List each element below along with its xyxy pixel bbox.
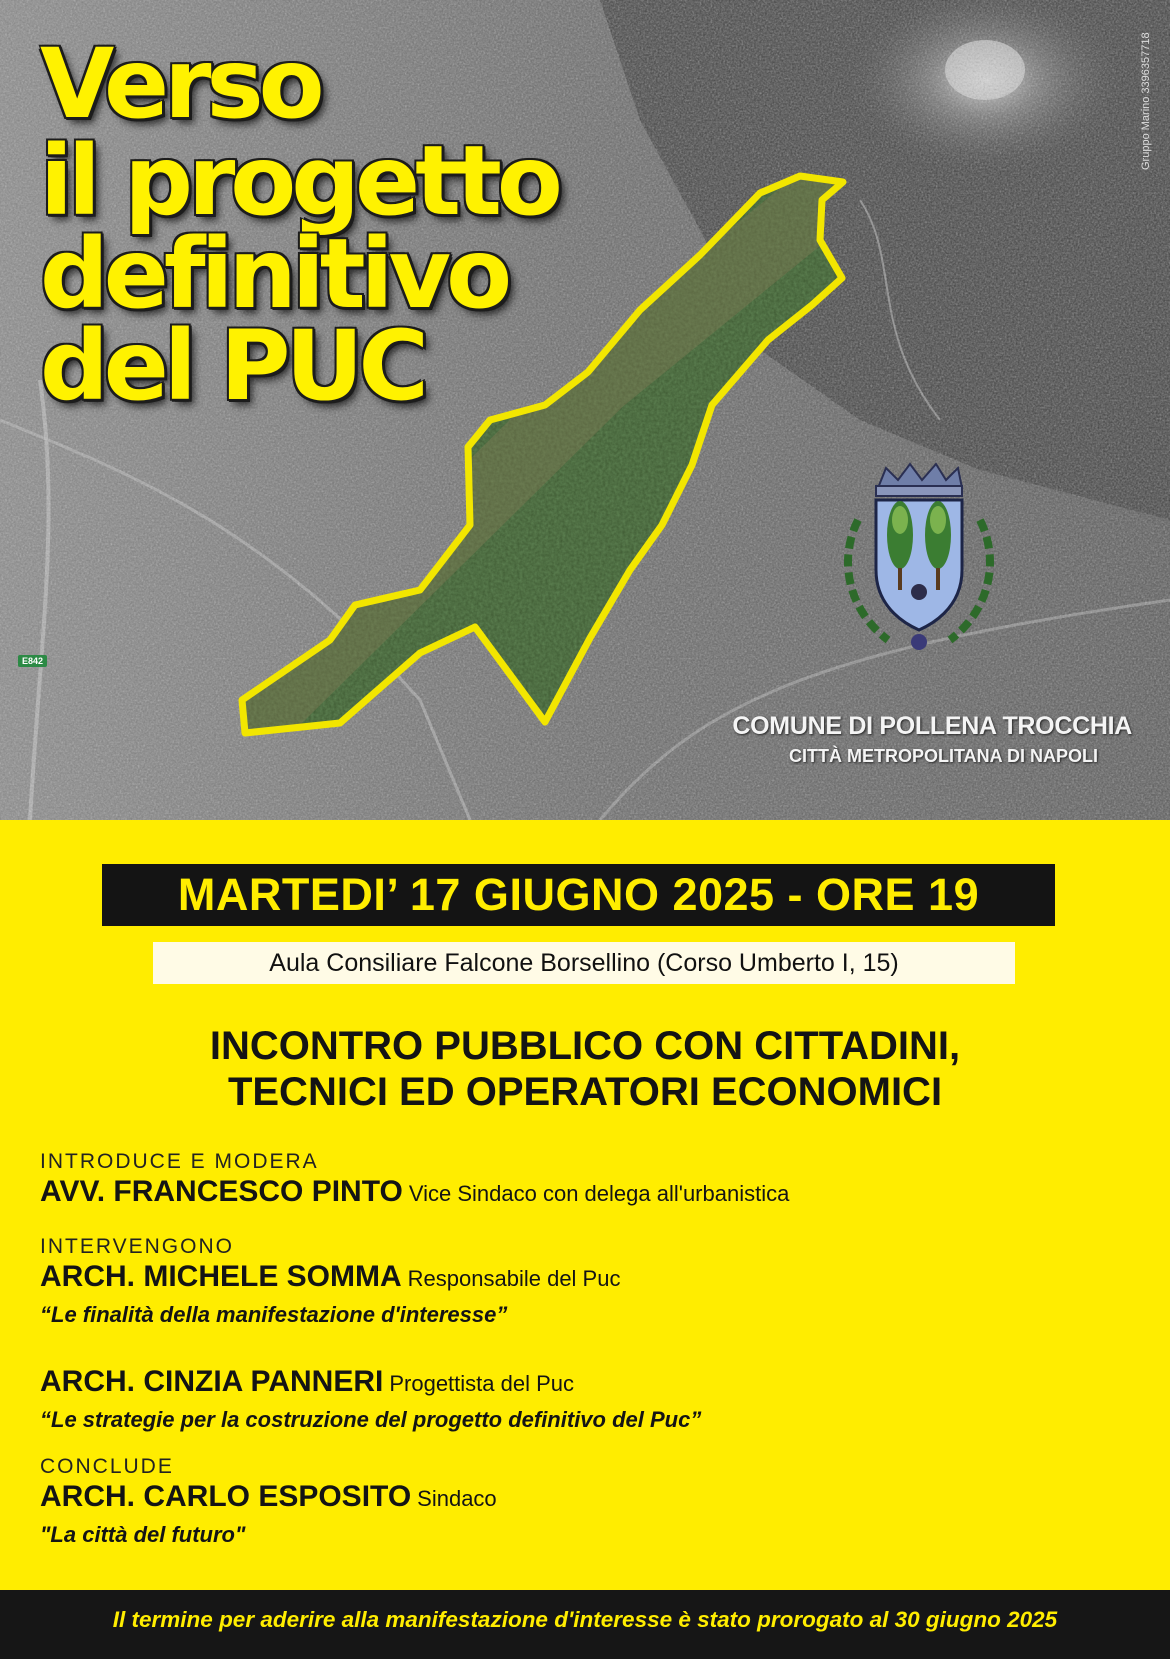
headline-line-1: Verso: [40, 28, 320, 140]
headline-line-2: il progetto: [40, 125, 558, 237]
event-info-panel: [0, 820, 1170, 1659]
deadline-footer: Il termine per aderire alla manifestazione d'interesse è stato prorogato al 30 giugno 2025: [0, 1590, 1170, 1659]
closer-talk: "La città del futuro": [40, 1522, 246, 1547]
comune-name: COMUNE DI POLLENA TROCCHIA: [732, 712, 1132, 740]
speaker1-role: Responsabile del Puc: [407, 1266, 621, 1291]
intervengono-label: INTERVENGONO: [40, 1235, 234, 1258]
speaker2-row: [40, 1365, 574, 1399]
event-title-line-2: TECNICI ED OPERATORI ECONOMICI: [227, 1070, 943, 1114]
headline-line-4: del PUC: [40, 310, 424, 422]
aerial-map: [0, 0, 1170, 820]
speaker2-name: ARCH. CINZIA PANNERI: [40, 1365, 384, 1398]
comune-subtitle: CITTÀ METROPOLITANA DI NAPOLI: [789, 746, 1098, 766]
introduce-label: INTRODUCE E MODERA: [40, 1150, 319, 1173]
headline-line-3: definitivo: [40, 218, 508, 330]
event-date-time: MARTEDI’ 17 GIUGNO 2025 - ORE 19: [102, 864, 1055, 926]
speaker1-talk: “Le finalità della manifestazione d'interesse”: [40, 1302, 508, 1327]
moderator-name: AVV. FRANCESCO PINTO: [40, 1175, 403, 1208]
speaker1-name: ARCH. MICHELE SOMMA: [40, 1260, 402, 1293]
moderator-role: Vice Sindaco con delega all'urbanistica: [408, 1181, 790, 1206]
speaker2-role: Progettista del Puc: [389, 1371, 575, 1396]
event-venue: Aula Consiliare Falcone Borsellino (Corso Umberto I, 15): [153, 942, 1015, 984]
closer-role: Sindaco: [417, 1486, 497, 1511]
closer-name: ARCH. CARLO ESPOSITO: [40, 1480, 412, 1513]
event-title-line-1: INCONTRO PUBBLICO CON CITTADINI,: [209, 1024, 961, 1068]
conclude-label: CONCLUDE: [40, 1455, 174, 1478]
road-sign-label: E842: [18, 655, 47, 667]
moderator-row: [40, 1175, 789, 1209]
closer-row: [40, 1480, 497, 1514]
speaker2-talk: “Le strategie per la costruzione del progetto definitivo del Puc”: [40, 1407, 702, 1432]
speaker1-row: [40, 1260, 620, 1294]
photo-credit: Gruppo Marino 3396357718: [1140, 32, 1152, 170]
